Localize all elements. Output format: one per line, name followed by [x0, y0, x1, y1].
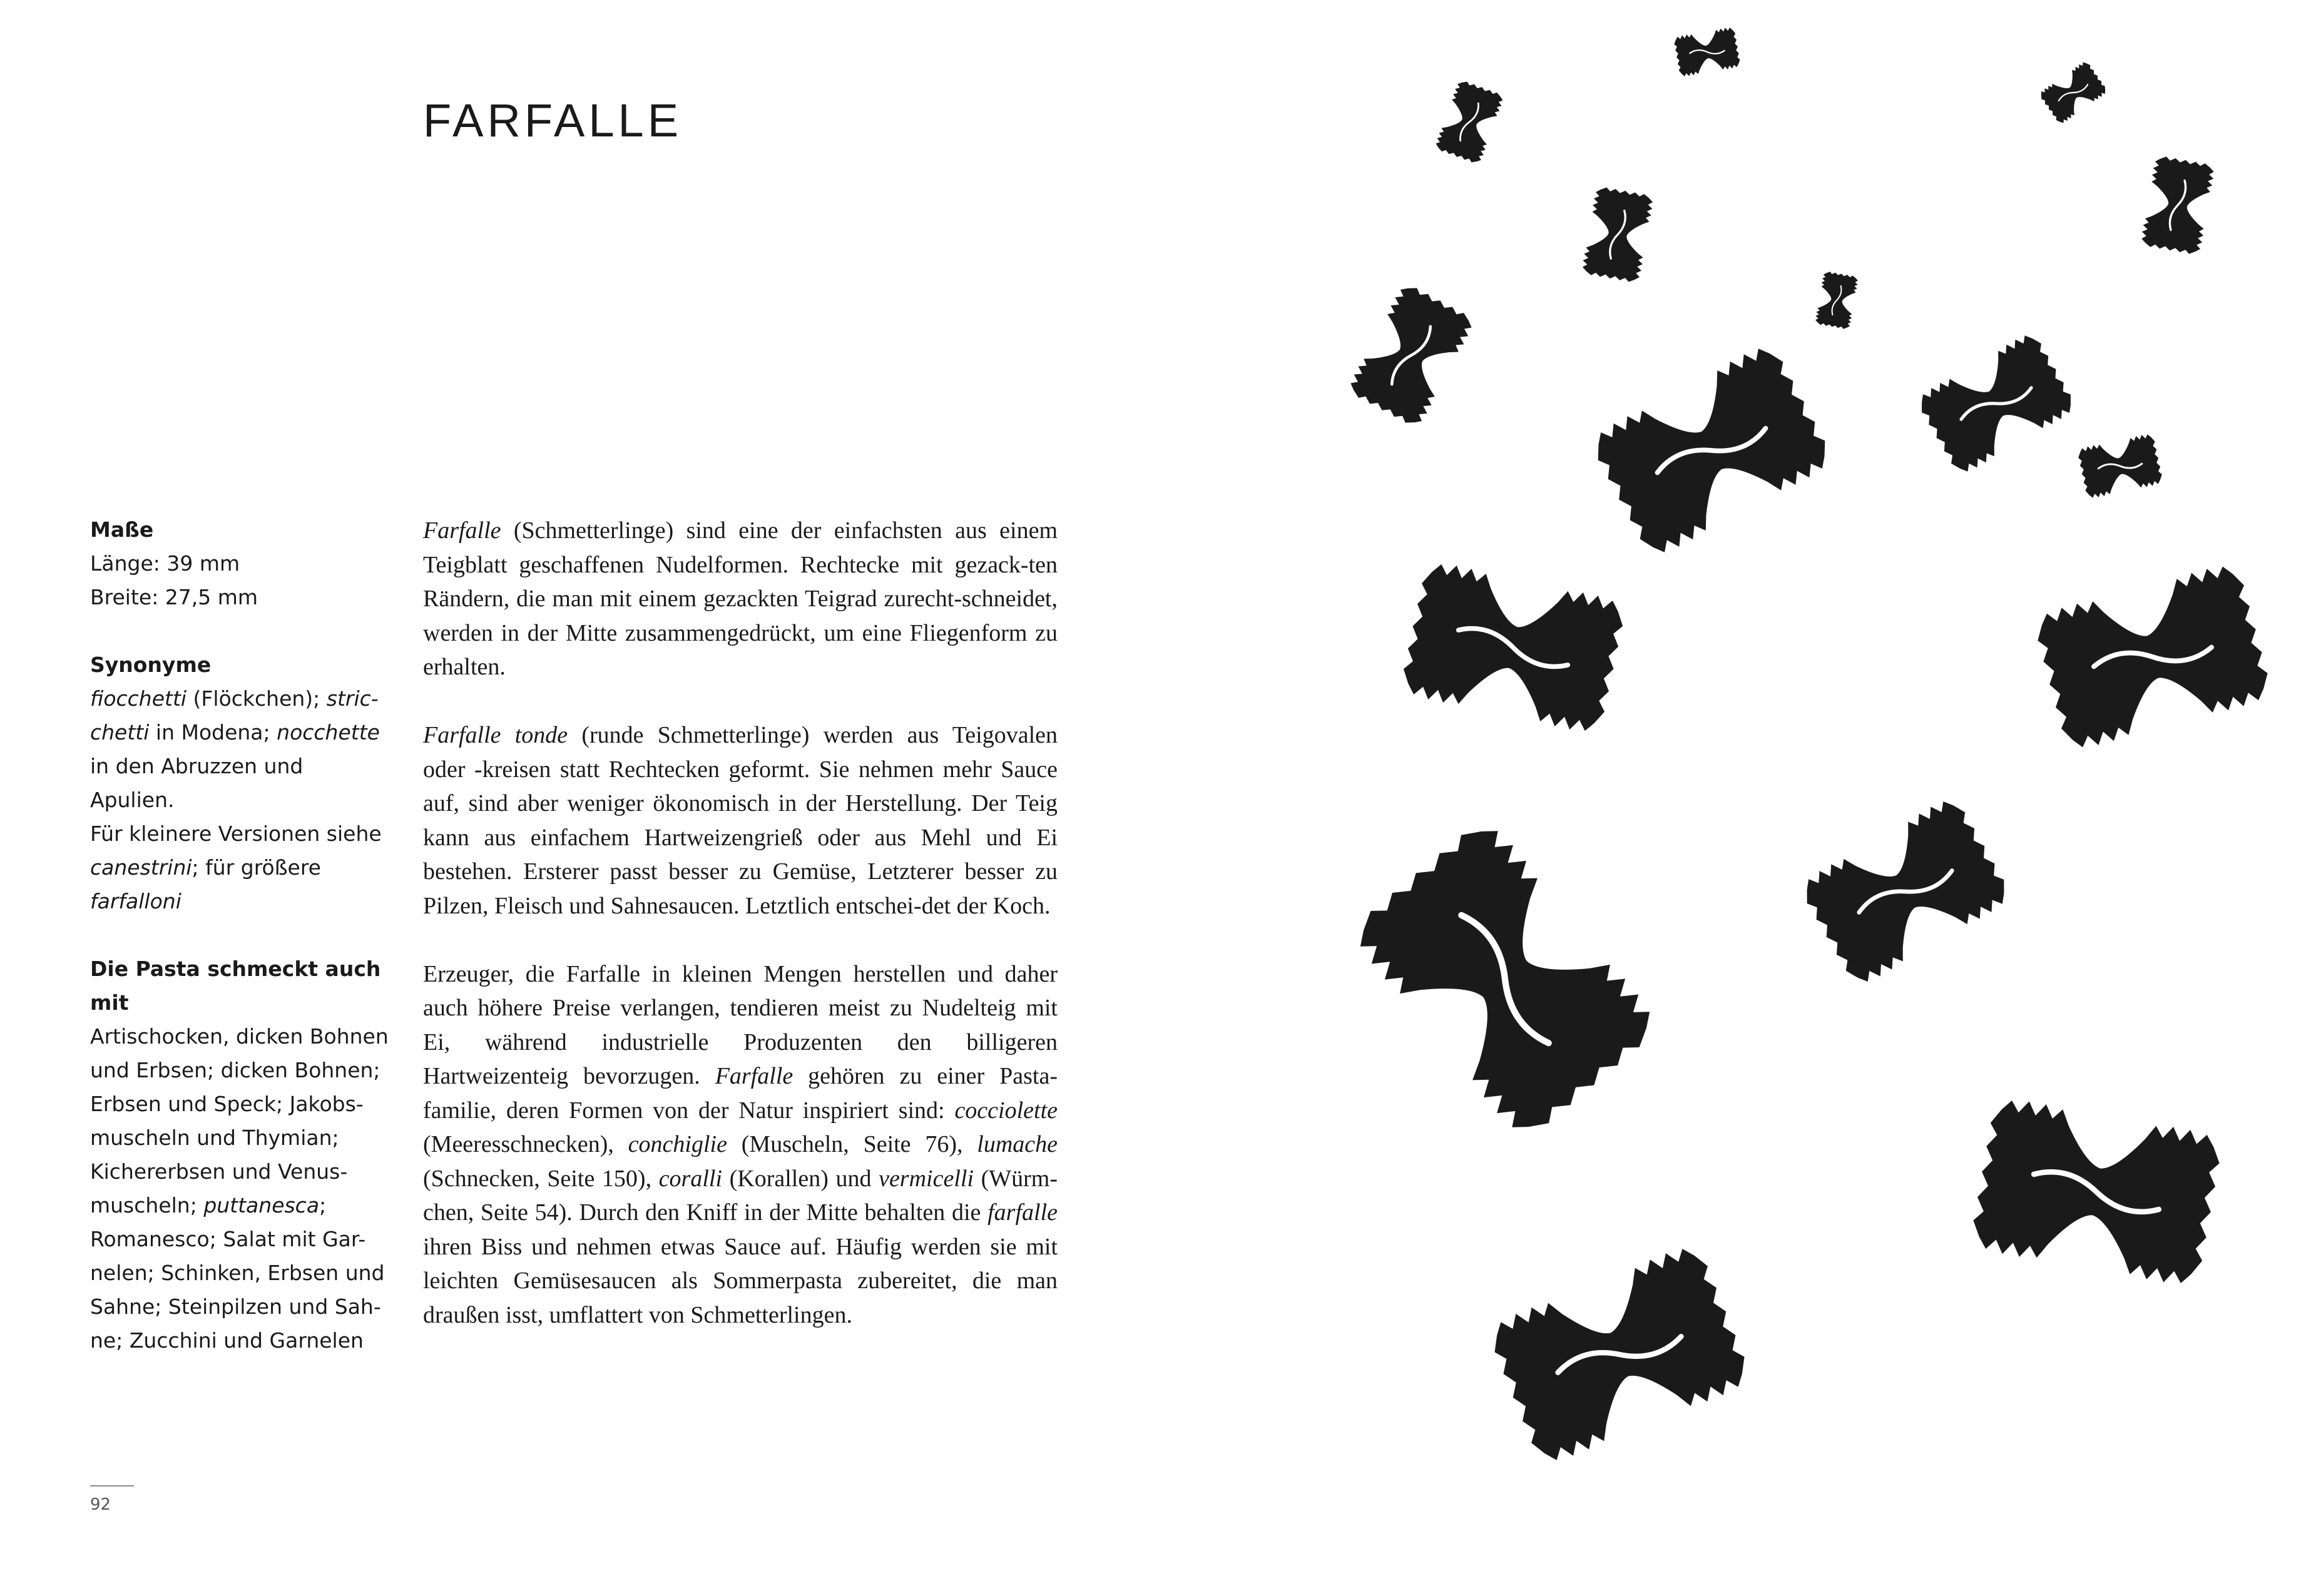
synonyms-line-1: [90, 682, 390, 716]
italic-term: conchiglie: [628, 1131, 727, 1157]
body-paragraph-1: [423, 514, 1058, 684]
footer-rule: [90, 1485, 134, 1487]
dimensions-section: [90, 513, 390, 614]
farfalle-illustration: [1189, 0, 2306, 1596]
farfalle-piece: [1484, 1241, 1755, 1469]
synonym-term: canestrini: [90, 855, 192, 880]
italic-term: farfalle: [987, 1199, 1058, 1226]
pairing-term: puttanesca: [203, 1193, 320, 1217]
synonym-term: chetti: [90, 720, 150, 745]
italic-term: vermicelli: [879, 1165, 974, 1192]
farfalle-piece: [1969, 1095, 2225, 1288]
page-number: 92: [90, 1495, 111, 1514]
synonyms-line-3: in den Abruzzen und Apulien.: [90, 754, 304, 812]
synonym-text: ; für größere: [191, 855, 321, 880]
main-text: [423, 514, 1058, 1366]
pairing-text: muscheln;: [90, 1193, 204, 1217]
synonyms-line-4: Für kleinere Versionen siehe: [90, 821, 382, 846]
dimensions-heading: Maße: [90, 517, 154, 542]
farfalle-piece: [1581, 186, 1655, 284]
width-value: Breite: 27,5 mm: [90, 585, 258, 609]
synonyms-line-2: [90, 716, 390, 750]
pairings-line: [90, 1189, 390, 1222]
pairings-line: ne; Zucchini und Garnelen: [90, 1328, 364, 1353]
italic-term: coralli: [658, 1165, 723, 1192]
farfalle-piece: [2140, 155, 2216, 256]
pairings-line: Artischocken, dicken Bohnen: [90, 1024, 389, 1049]
body-paragraph-2: [423, 718, 1058, 923]
pairings-line: Sahne; Steinpilzen und Sah-: [90, 1294, 381, 1319]
farfalle-piece: [1345, 814, 1665, 1145]
farfalle-piece: [1673, 26, 1741, 78]
paragraph-text: (Schmetterlinge) sind eine der einfachsten aus einem Teigblatt geschaffenen Nudelformen. Rechtecke mit gezack-ten Rändern, die man mit einem gezackten Teigrad zurecht-schneidet, werden in der Mitte zusammengedrückt, um eine Fliegenform zu erhalten.: [423, 517, 1058, 680]
italic-term: Farfalle: [423, 517, 501, 544]
synonym-term: fiocchetti: [90, 686, 187, 711]
pairings-section: [90, 952, 390, 1358]
farfalle-piece: [1433, 79, 1505, 166]
paragraph-text: ihren Biss und nehmen etwas Sauce auf. Häufig werden sie mit leichten Gemüsesaucen als Sommerpasta zubereitet, die man draußen isst, umflattert von Schmetterlingen.: [423, 1233, 1058, 1328]
farfalle-piece: [1586, 340, 1837, 561]
pairings-line: Erbsen und Speck; Jakobs-: [90, 1092, 364, 1116]
pairings-line: nelen; Schinken, Erbsen und: [90, 1261, 385, 1285]
farfalle-piece: [1345, 281, 1477, 430]
pairings-line: und Erbsen; dicken Bohnen;: [90, 1058, 380, 1082]
paragraph-text: (Meeresschnecken),: [423, 1131, 628, 1157]
paragraph-text: Erzeuger, die Farfalle in kleinen Mengen herstellen und daher auch höhere Preise verlangen, tendieren meist zu Nudelteig mit Ei, während industrielle Produzenten den billigeren Hartweizenteig bevorzugen.: [423, 960, 1058, 1089]
page-title: FARFALLE: [423, 94, 683, 146]
synonym-term: stric-: [326, 686, 379, 711]
paragraph-text: (Muscheln, Seite 76),: [727, 1131, 977, 1157]
synonym-term: farfalloni: [90, 889, 181, 913]
paragraph-text: gehören zu einer Pasta-familie, deren Formen von der Natur inspiriert sind:: [423, 1063, 1058, 1124]
italic-term: Farfalle tonde: [423, 722, 568, 748]
synonym-term: nocchette: [277, 720, 380, 745]
pairings-line: Kichererbsen und Venus-: [90, 1159, 348, 1184]
farfalle-piece: [1914, 329, 2079, 477]
farfalle-piece: [2076, 432, 2164, 500]
farfalle-piece: [1814, 270, 1859, 330]
synonyms-line-5: [90, 851, 390, 885]
farfalle-piece: [1399, 559, 1628, 736]
paragraph-text: (runde Schmetterlinge) werden aus Teigovalen oder -kreisen statt Rechtecken geformt. Sie nehmen mehr Sauce auf, sind aber weniger ökonomisch in der Herstellung. Der Teig kann aus einfachem Hartweizengrieß oder aus Mehl und Ei bestehen. Ersterer passt besser zu Gemüse, Letzterer besser zu Pilzen, Fleisch und Sahnesaucen. Letztlich entschei-det der Koch.: [423, 722, 1058, 919]
body-paragraph-3: [423, 957, 1058, 1333]
italic-term: cocciolette: [954, 1097, 1058, 1124]
paragraph-text: (Korallen) und: [722, 1165, 879, 1192]
pairings-heading: Die Pasta schmeckt auch mit: [90, 957, 381, 1015]
synonyms-heading: Synonyme: [90, 653, 212, 677]
info-sidebar: [90, 513, 390, 1391]
farfalle-piece: [2031, 561, 2275, 753]
pairing-text: ;: [319, 1193, 327, 1217]
paragraph-text: (Würm-chen, Seite 54). Durch den Kniff in der Mitte behalten die: [423, 1165, 1058, 1226]
paragraph-text: (Schnecken, Seite 150),: [423, 1165, 659, 1192]
farfalle-piece: [2038, 59, 2109, 126]
italic-term: Farfalle: [715, 1063, 793, 1089]
pairings-line: muscheln und Thymian;: [90, 1126, 339, 1150]
farfalle-piece: [1796, 793, 2015, 990]
synonym-text: in Modena;: [149, 720, 277, 745]
italic-term: lumache: [977, 1131, 1058, 1157]
pairings-line: Romanesco; Salat mit Gar-: [90, 1227, 366, 1251]
length-value: Länge: 39 mm: [90, 551, 240, 576]
synonyms-section: [90, 648, 390, 918]
synonyms-line-6: [90, 885, 390, 918]
synonym-text: (Flöckchen);: [186, 686, 327, 711]
